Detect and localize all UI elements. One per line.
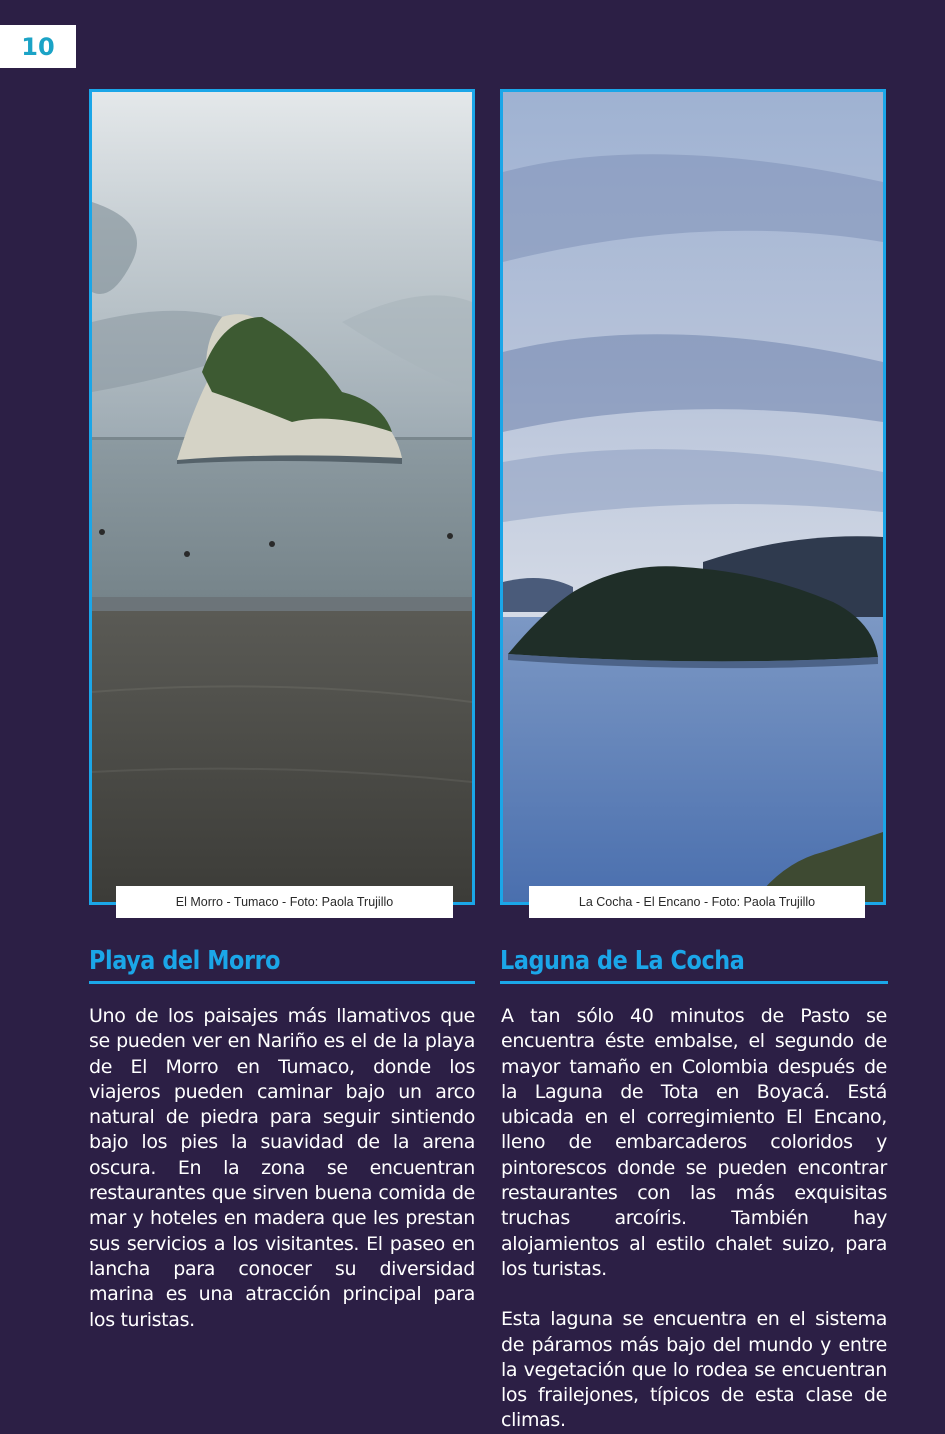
la-cocha-caption: La Cocha - El Encano - Foto: Paola Trujillo bbox=[529, 886, 865, 918]
la-cocha-photo bbox=[500, 89, 886, 905]
laguna-de-la-cocha-heading: Laguna de La Cocha bbox=[500, 946, 745, 976]
left-article-body bbox=[89, 1004, 475, 1333]
right-heading-rule bbox=[500, 981, 888, 984]
left-heading-rule bbox=[89, 981, 475, 984]
right-paragraph: Esta laguna se encuentra en el sistema de páramos más bajo del mundo y entre la vegetación que lo rodea se encuentran los frailejones, típicos de esta clase de climas. bbox=[501, 1308, 887, 1432]
page-number: 10 bbox=[0, 25, 76, 68]
el-morro-caption: El Morro - Tumaco - Foto: Paola Trujillo bbox=[116, 886, 453, 918]
el-morro-photo bbox=[89, 89, 475, 905]
left-paragraph: Uno de los paisajes más llamativos que se pueden ver en Nariño es el de la playa de El Morro en Tumaco, donde los viajeros pueden caminar bajo un arco natural de piedra para seguir sintiendo bajo los pies la suavidad de la arena oscura. En la zona se encuentran restaurantes que sirven buena comida de mar y hoteles en madera que les prestan sus servicios a los visitantes. El paseo en lancha para conocer su diversidad marina es una atracción principal para los turistas. bbox=[89, 1005, 475, 1331]
right-paragraph: A tan sólo 40 minutos de Pasto se encuentra éste embalse, el segundo de mayor tamaño en Colombia después de la Laguna de Tota en Boyacá. Está ubicada en el corregimiento El Encano, lleno de embarcaderos coloridos y pintorescos donde se pueden encontrar restaurantes con las más exquisitas truchas arcoíris. También hay alojamientos al estilo chalet suizo, para los turistas. bbox=[501, 1005, 887, 1280]
right-article-body bbox=[501, 1004, 887, 1434]
playa-del-morro-heading: Playa del Morro bbox=[89, 946, 281, 976]
